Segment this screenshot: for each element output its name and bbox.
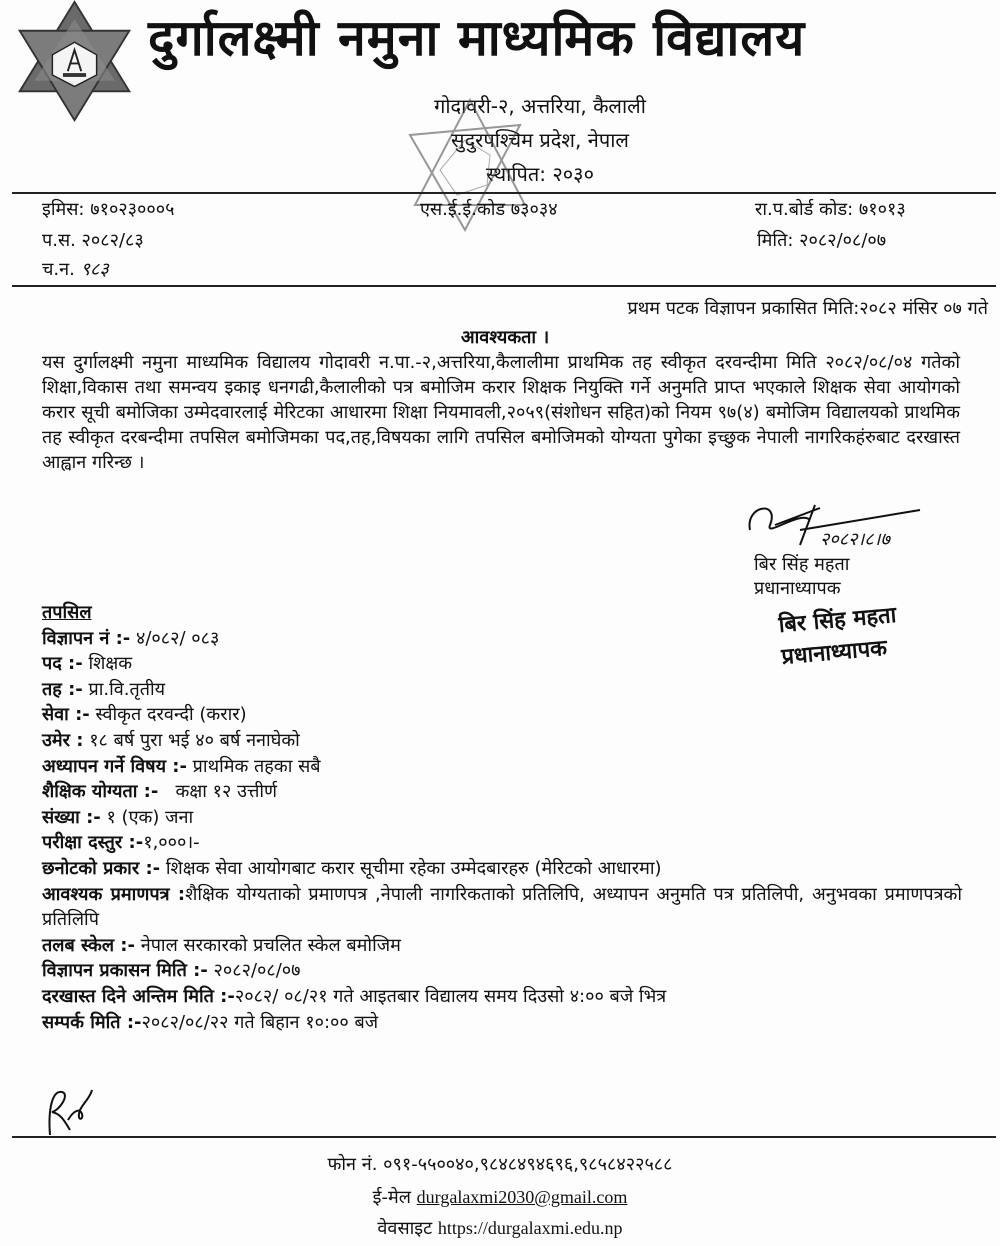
notice-heading: आवश्यकता । [460,327,550,348]
board-code: रा.प.बोर्ड कोड: ७१०१३ [755,199,906,220]
notice-body: यस दुर्गालक्ष्मी नमुना माध्यमिक विद्यालय गोदावरी न.पा.-२,अत्तरिया,कैलालीमा प्राथमिक तह स्वीकृत दरवन्दीमा मिति २०८२/०८/०४ गतेको शिक्षा,विकास तथा समन्वय इकाइ धनगढी,कैलालीको पत्र बमोजिम करार शिक्षक नियुक्ति गर्ने अनुमति प्राप्त भएकाले शिक्षक सेवा आयोगको करार सूची बमोजिका उम्मेदवारलाई मेरिटका आधारमा शिक्षा नियमावली,२०५९(संशोधन सहित)को नियम ९७(४) बमोजिम विद्यालयको प्राथमिक तह स्वीकृत दरबन्दीमा तपसिल बमोजिमका पद,तह,विषयका लागि तपसिल बमोजिमको योग्यता पुगेका इच्छुक नेपाली नागरिकहंरुबाट दरखास्त आह्वान गरिन्छ । [42,352,960,473]
detail-row-publish-date: विज्ञापन प्रकासन मिति :- २०८२/०८/०७ [42,960,301,982]
school-star-emblem-icon [12,0,137,125]
emis-number: इमिस: ७१०२३०००५ [42,199,175,220]
stamp-title: प्रधानाध्यापक [780,635,889,671]
header-divider [12,192,996,194]
meta-divider [12,285,996,287]
website-link[interactable]: https://durgalaxmi.edu.np [437,1218,623,1238]
detail-row-salary-scale: तलब स्केल :- नेपाल सरकारको प्रचलित स्केल बमोजिम [42,934,401,956]
signatory-name: बिर सिंह महता [754,554,850,575]
detail-row-vacancies: संख्या :- १ (एक) जना [42,806,194,828]
established-year: स्थापित: २०३० [486,162,594,186]
detail-row-exam-fee: परीक्षा दस्तुर :-१,०००।- [42,832,200,854]
detail-row-post: पद :- शिक्षक [42,653,133,675]
footer-email [0,1185,1000,1209]
see-code: एस.ई.ई.कोड ७३०३४ [420,199,558,220]
letter-date: मिति: २०८२/०८/०७ [757,230,887,251]
details-title: तपसिल [42,602,92,623]
dispatch-value: ९८३ [80,259,109,280]
detail-row-level: तह :- प्रा.वि.तृतीय [42,678,166,700]
svg-text:२०८२।८।७: २०८२।८।७ [820,529,890,550]
email-link[interactable]: durgalaxmi2030@gmail.com [416,1187,628,1207]
detail-row-subject: अध्यापन गर्ने विषय :- प्राथमिक तहका सबै [42,755,321,777]
details-section [42,600,962,1035]
detail-row-deadline: दरखास्त दिने अन्तिम मिति :-२०८२/ ०८/२१ गते आइतबार विद्यालय समय दिउसो ४:०० बजे भित्र [42,985,667,1007]
detail-row-selection-type: छनोटको प्रकार :- शिक्षक सेवा आयोगबाट करार सूचीमा रहेका उम्मेदबारहरु (मेरिटको आधारमा) [42,857,662,879]
initials-signature-icon [40,1080,100,1140]
detail-row-contact-date: सम्पर्क मिति :-२०८२/०८/२२ गते बिहान १०:०० बजे [42,1011,379,1033]
footer-divider [12,1136,996,1138]
dispatch-number [42,257,109,281]
detail-row-qualification: शैक्षिक योग्यता :- कक्षा १२ उत्तीर्ण [42,781,278,803]
detail-row-service: सेवा :- स्वीकृत दरवन्दी (करार) [42,704,247,726]
first-published-date: प्रथम पटक विज्ञापन प्रकासित मिति:२०८२ मंसिर ०७ गते [627,298,988,319]
footer-phone: फोन नं. ०९१-५५००४०,९८४८४९४६९६,९८५८४२२५८८ [327,1154,673,1175]
school-name: दुर्गालक्ष्मी नमुना माध्यमिक विद्यालय [148,9,806,67]
footer-website [0,1216,1000,1240]
address-line-2: सुदुरपश्चिम प्रदेश, नेपाल [451,128,629,152]
signature-icon [740,500,940,550]
address-line-1: गोदावरी-२, अत्तरिया, कैलाली [434,94,646,118]
detail-row-age: उमेर : १८ बर्ष पुरा भई ४० बर्ष ननाघेको [42,729,300,751]
detail-row-required-documents: आवश्यक प्रमाणपत्र :शैक्षिक योग्यताको प्रमाणपत्र ,नेपाली नागरिकताको प्रतिलिपि, अध्यापन अनुमति पत्र प्रतिलिपी, अनुभवका प्रमाणपत्रको प्रतिलिपि [42,883,962,931]
stamp-name: बिर सिंह महता [777,602,898,639]
detail-row-ad-number: विज्ञापन नं :- ४/०८२/ ०८३ [42,627,220,649]
website-label: वेवसाइट [377,1218,438,1239]
fiscal-year: प.स. २०८२/८३ [42,230,144,251]
email-label: ई-मेल [372,1187,417,1208]
dispatch-label: च.न. [42,259,75,280]
signatory-title: प्रधानाध्यापक [754,578,841,599]
